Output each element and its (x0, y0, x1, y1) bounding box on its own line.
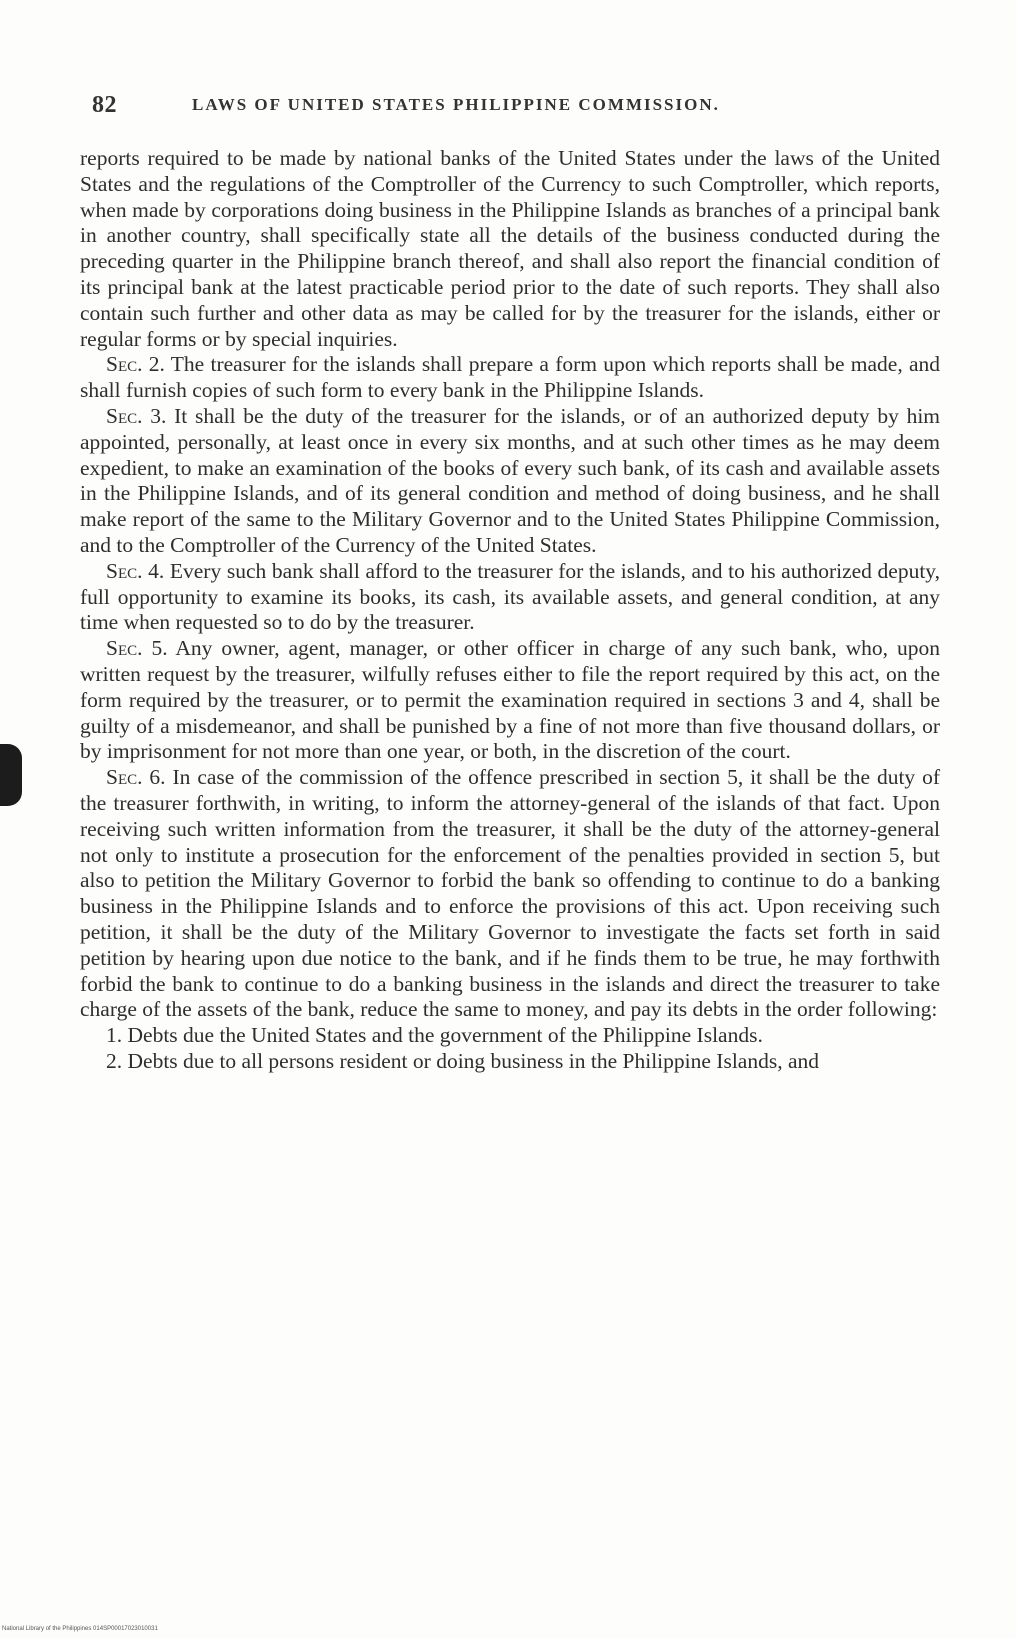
binding-shadow (0, 744, 22, 806)
page-header (92, 92, 914, 122)
section-text: In case of the commission of the offence prescribed in section 5, it shall be the duty of the treasurer forthwith, in writing, to inform the attorney-general of the islands of that fact. Upon receiving such written information from the treasurer, it shall be the duty of the attorney-general not only to institute a prosecution for the enforcement of the penalties provided in section 5, but also to petition the Military Governor to forbid the bank so offending to continue to do a banking business in the Philippine Islands and to enforce the provisions of this act. Upon receiving such petition, it shall be the duty of the Military Governor to investigate the facts set forth in said petition by hearing upon due notice to the bank, and if he finds them to be true, he may forthwith forbid the bank to continue to do a banking business in the islands and direct the treasurer to take charge of the assets of the bank, reduce the same to money, and pay its debts in the order following: (80, 765, 941, 1022)
section-6 (80, 765, 940, 1023)
scan-footer: National Library of the Philippines 014SP00017023010031 (2, 1626, 158, 1632)
section-3 (80, 404, 940, 559)
section-label: Sec. 6. (106, 765, 166, 790)
section-label: Sec. 5. (106, 636, 168, 661)
section-text: The treasurer for the islands shall prepare a form upon which reports shall be made, and shall furnish copies of such form to every bank in the Philippine Islands. (80, 352, 941, 403)
page-number: 82 (92, 92, 117, 118)
section-text: Every such bank shall afford to the treasurer for the islands, and to his authorized deputy, full opportunity to examine its books, its cash, its available assets, and general condition, at any time when requested so to do by the treasurer. (80, 558, 941, 635)
list-item: 1. Debts due the United States and the government of the Philippine Islands. (106, 1023, 763, 1048)
running-title: LAWS OF UNITED STATES PHILIPPINE COMMISSION. (192, 95, 720, 114)
section-4 (80, 559, 940, 636)
body-text (80, 146, 940, 1075)
list-item: 2. Debts due to all persons resident or doing business in the Philippine Islands, and (106, 1048, 819, 1073)
section-text: It shall be the duty of the treasurer for the islands, or of an authorized deputy by him appointed, personally, at least once in every six months, and at such other times as he may deem expedient, to make an examination of the books of every such bank, of its cash and available assets in the Philippine Islands, and of its general condition and method of doing business, and he shall make report of the same to the Military Governor and to the United States Philippine Commission, and to the Comptroller of the Currency of the United States. (80, 403, 941, 557)
section-label: Sec. 2. (106, 352, 165, 377)
section-5 (80, 636, 940, 765)
section-label: Sec. 4. (106, 558, 165, 583)
continuation-paragraph: reports required to be made by national banks of the United States under the laws of the United States and the regulations of the Comptroller of the Currency to such Comptroller, which reports, when made by corporations doing business in the Philippine Islands as branches of a principal bank in another country, shall specifically state all the details of the business conducted during the preceding quarter in the Philippine branch thereof, and shall also report the financial condition of its principal bank at the latest practicable period prior to the date of such reports. They shall also contain such further and other data as may be called for by the treasurer for the islands, either or regular forms or by special inquiries. (80, 146, 940, 351)
section-2 (80, 352, 940, 404)
section-text: Any owner, agent, manager, or other officer in charge of any such bank, who, upon written request by the treasurer, wilfully refuses either to file the report required by this act, on the form required by the treasurer, or to permit the examination required in sections 3 and 4, shall be guilty of a misdemeanor, and shall be punished by a fine of not more than five thousand dollars, or by imprisonment for not more than one year, or both, in the discretion of the court. (80, 636, 941, 764)
section-label: Sec. 3. (106, 403, 167, 428)
